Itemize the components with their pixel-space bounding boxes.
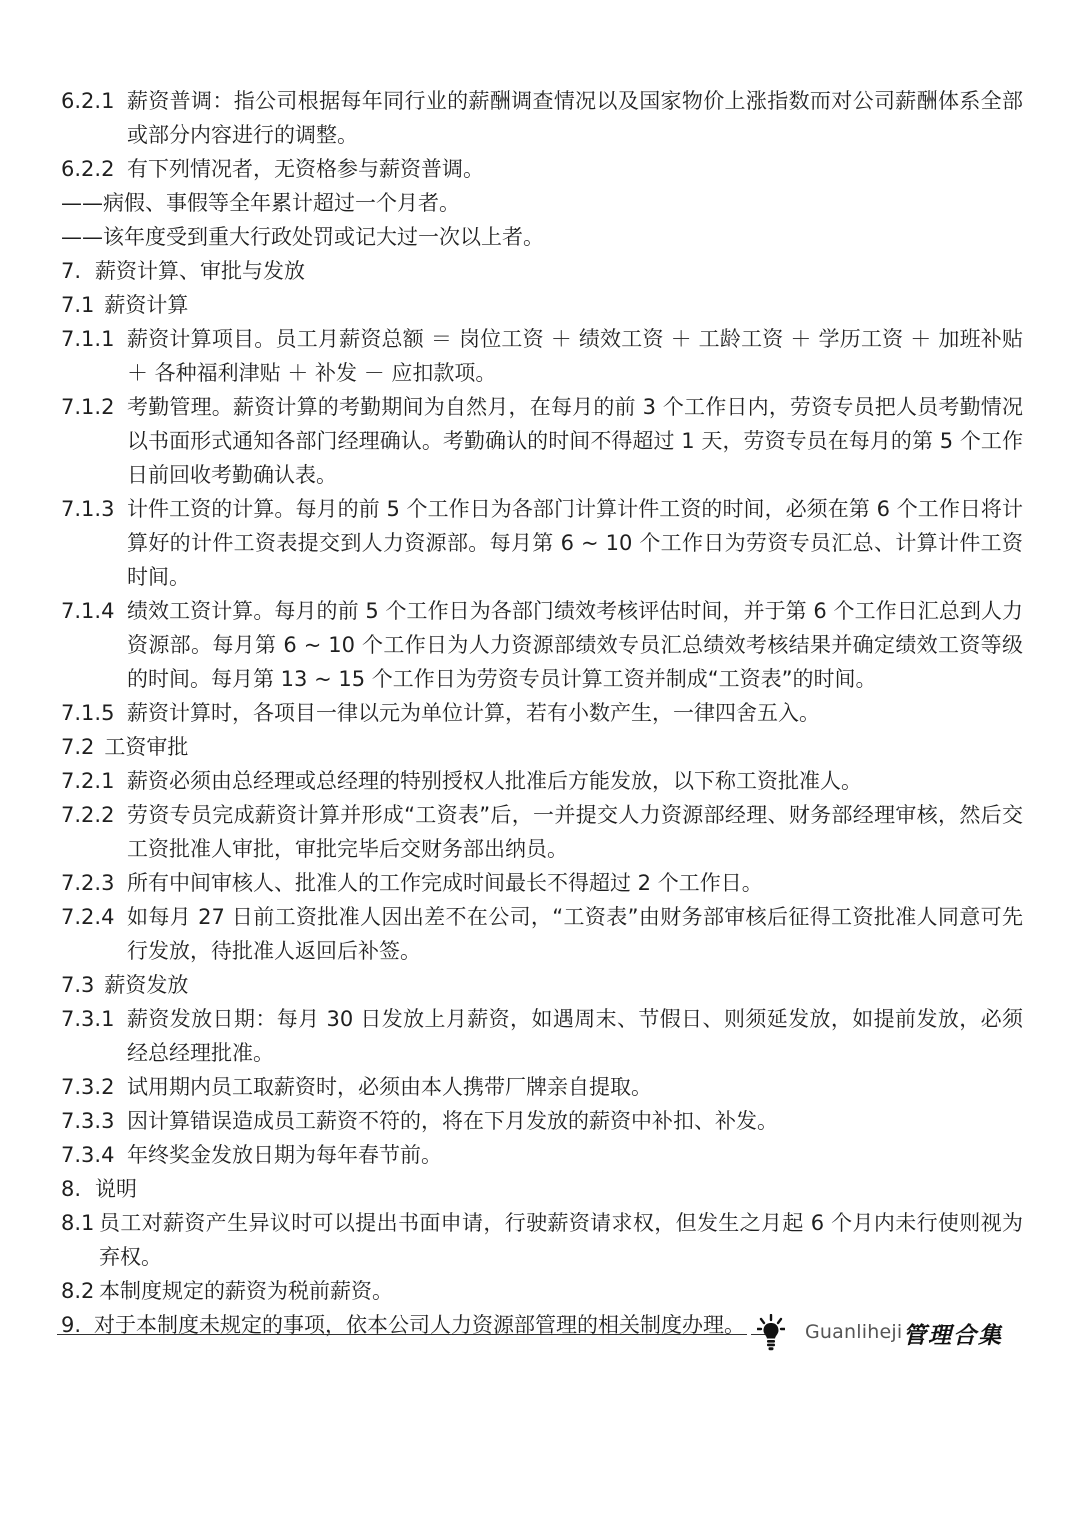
clause-number: 7.2.1: [61, 769, 115, 793]
heading-text: 工资审批: [104, 735, 189, 759]
heading-text: 薪资发放: [104, 973, 189, 997]
clause-item: [61, 1138, 1023, 1172]
section-heading: [61, 968, 1023, 1002]
clause-text: 薪资必须由总经理或总经理的特别授权人批准后方能发放，以下称工资批准人。: [127, 769, 862, 793]
clause-item: [61, 322, 1023, 390]
clause-text: 所有中间审核人、批准人的工作完成时间最长不得超过 2 个工作日。: [127, 871, 763, 895]
clause-number: 7.: [61, 259, 82, 283]
section-heading: [61, 254, 1023, 288]
clause-item: [61, 1274, 1023, 1308]
clause-text: 计件工资的计算。每月的前 5 个工作日为各部门计算计件工资的时间，必须在第 6 个工作日将计算好的计件工资表提交到人力资源部。每月第 6 ~ 10 个工作日为劳资专员汇总、计算计件工资时间。: [127, 497, 1023, 589]
clause-text: 对于本制度未规定的事项，依本公司人力资源部管理的相关制度办理。: [94, 1313, 745, 1337]
clause-item: [61, 152, 1023, 186]
clause-item: [61, 866, 1023, 900]
clause-text: 本制度规定的薪资为税前薪资。: [99, 1279, 393, 1303]
clause-number: 7.1.4: [61, 599, 115, 623]
clause-number: 7.3.1: [61, 1007, 115, 1031]
footer-divider: [57, 1334, 747, 1335]
footer-brand-en: Guanliheji: [805, 1321, 903, 1343]
clause-number: 9.: [61, 1313, 82, 1337]
clause-number: 7.2.4: [61, 905, 115, 929]
clause-number: 7.1.3: [61, 497, 115, 521]
clause-text: 因计算错误造成员工薪资不符的，将在下月发放的薪资中补扣、补发。: [127, 1109, 778, 1133]
clause-item: [61, 390, 1023, 492]
clause-text: 绩效工资计算。每月的前 5 个工作日为各部门绩效考核评估时间，并于第 6 个工作日汇总到人力资源部。每月第 6 ~ 10 个工作日为人力资源部绩效专员汇总绩效考核结果并确定绩效工资等级的时间。每月第 13 ~ 15 个工作日为劳资专员计算工资并制成“工资表”的时间。: [127, 599, 1023, 691]
clause-item: [61, 594, 1023, 696]
clause-number: 6.2.1: [61, 89, 115, 113]
list-item-dash: ——病假、事假等全年累计超过一个月者。: [61, 191, 460, 215]
clause-number: 7.3.3: [61, 1109, 115, 1133]
heading-text: 薪资计算、审批与发放: [95, 259, 306, 283]
clause-number: 6.2.2: [61, 157, 115, 181]
clause-number: 7.1.1: [61, 327, 115, 351]
clause-item: [61, 1002, 1023, 1070]
page-footer: [57, 1310, 1007, 1358]
clause-text: 薪资普调：指公司根据每年同行业的薪酬调查情况以及国家物价上涨指数而对公司薪酬体系全部或部分内容进行的调整。: [127, 89, 1023, 147]
clause-text: 薪资计算项目。员工月薪资总额 ＝ 岗位工资 ＋ 绩效工资 ＋ 工龄工资 ＋ 学历工资 ＋ 加班补贴 ＋ 各种福利津贴 ＋ 补发 － 应扣款项。: [127, 327, 1023, 385]
clause-number: 7.3: [61, 973, 95, 997]
footer-brand-cn: 管理合集: [903, 1322, 1003, 1349]
clause-number: 7.2.3: [61, 871, 115, 895]
heading-text: 薪资计算: [104, 293, 189, 317]
heading-text: 说明: [95, 1177, 138, 1201]
clause-item: [61, 764, 1023, 798]
clause-item: [61, 900, 1023, 968]
clause-text: 年终奖金发放日期为每年春节前。: [127, 1143, 442, 1167]
section-heading: [61, 288, 1023, 322]
clause-text: 试用期内员工取薪资时，必须由本人携带厂牌亲自提取。: [127, 1075, 652, 1099]
document-body: [61, 84, 1023, 1342]
clause-number: 8.2: [61, 1279, 95, 1303]
clause-text: 薪资计算时，各项目一律以元为单位计算，若有小数产生，一律四舍五入。: [127, 701, 820, 725]
lightbulb-icon: [757, 1314, 785, 1354]
clause-text: 薪资发放日期：每月 30 日发放上月薪资，如遇周末、节假日、则须延发放，如提前发放，必须经总经理批准。: [127, 1007, 1023, 1065]
list-item-dash: ——该年度受到重大行政处罚或记大过一次以上者。: [61, 225, 544, 249]
clause-item: [61, 798, 1023, 866]
clause-number: 8.: [61, 1177, 82, 1201]
clause-text: 考勤管理。薪资计算的考勤期间为自然月，在每月的前 3 个工作日内，劳资专员把人员考勤情况以书面形式通知各部门经理确认。考勤确认的时间不得超过 1 天，劳资专员在每月的第 5 个工作日前回收考勤确认表。: [127, 395, 1023, 487]
clause-item: [61, 492, 1023, 594]
clause-text: 劳资专员完成薪资计算并形成“工资表”后，一并提交人力资源部经理、财务部经理审核，然后交工资批准人审批，审批完毕后交财务部出纳员。: [127, 803, 1023, 861]
clause-text: 如每月 27 日前工资批准人因出差不在公司，“工资表”由财务部审核后征得工资批准人同意可先行发放，待批准人返回后补签。: [127, 905, 1023, 963]
clause-item: [61, 84, 1023, 152]
clause-text: 有下列情况者，无资格参与薪资普调。: [127, 157, 484, 181]
clause-number: 7.3.4: [61, 1143, 115, 1167]
clause-number: 7.2: [61, 735, 95, 759]
clause-item: [61, 696, 1023, 730]
clause-item: [61, 1206, 1023, 1274]
clause-number: 7.1: [61, 293, 95, 317]
clause-item: [61, 1104, 1023, 1138]
clause-number: 7.2.2: [61, 803, 115, 827]
clause-number: 7.3.2: [61, 1075, 115, 1099]
section-heading: [61, 730, 1023, 764]
clause-text: 员工对薪资产生异议时可以提出书面申请，行驶薪资请求权，但发生之月起 6 个月内未行使则视为弃权。: [99, 1211, 1023, 1269]
clause-item: [61, 1070, 1023, 1104]
section-heading: [61, 1172, 1023, 1206]
clause-number: 7.1.5: [61, 701, 115, 725]
clause-number: 7.1.2: [61, 395, 115, 419]
clause-number: 8.1: [61, 1211, 95, 1235]
